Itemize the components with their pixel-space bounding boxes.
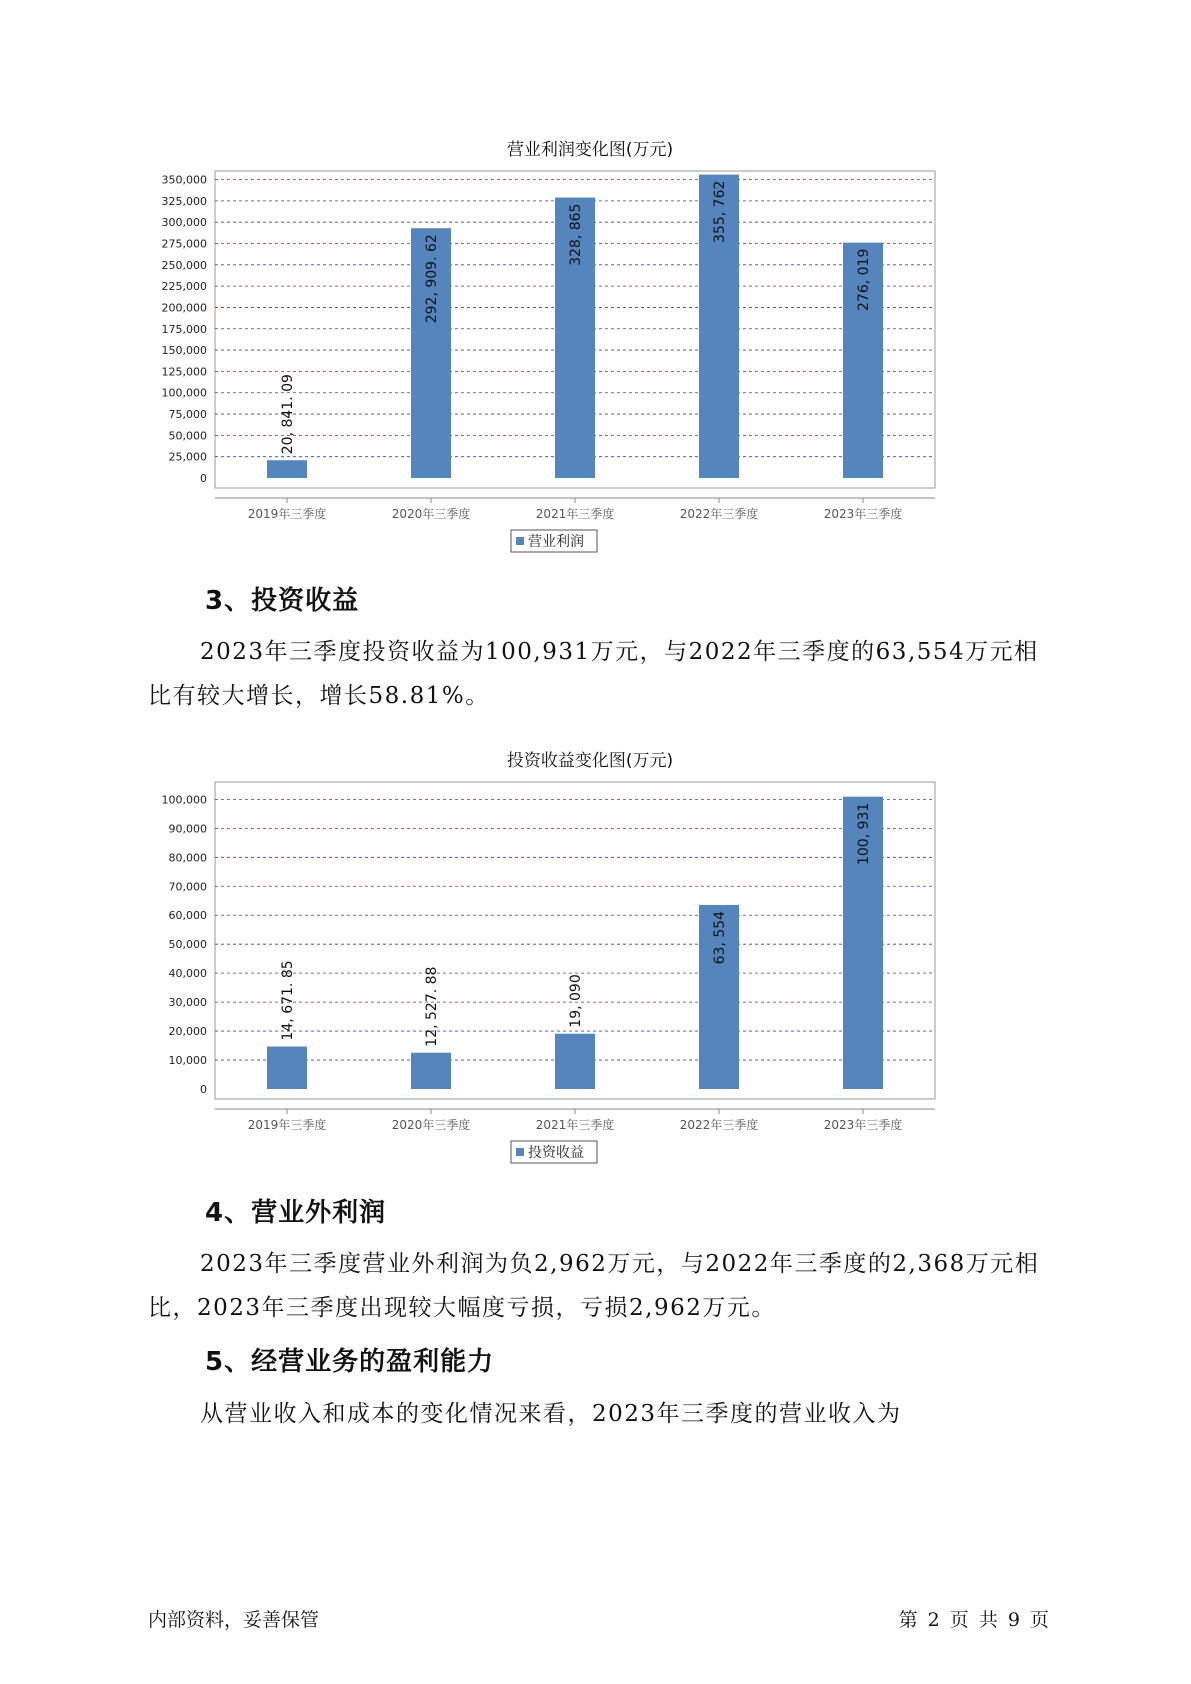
x-tick-label: 2020年三季度	[391, 1118, 471, 1132]
data-label: 355, 762	[712, 180, 728, 243]
y-tick-label: 300,000	[161, 216, 207, 230]
paragraph-non-operating-profit: 2023年三季度营业外利润为负2,962万元，与2022年三季度的2,368万元相比，2023年三季度出现较大幅度亏损，亏损2,962万元。	[148, 1251, 1040, 1321]
y-tick-label: 200,000	[161, 301, 207, 315]
data-label: 20, 841. 09	[280, 374, 296, 455]
data-label: 292, 909. 62	[424, 234, 440, 324]
y-tick-label: 100,000	[161, 793, 207, 807]
chart-title: 营业利润变化图(万元)	[506, 140, 674, 160]
investment-income-chart	[150, 746, 1030, 1166]
y-tick-label: 25,000	[168, 450, 207, 464]
y-tick-label: 275,000	[161, 237, 207, 251]
y-tick-label: 80,000	[168, 851, 207, 865]
bar	[411, 1053, 451, 1089]
bar	[267, 460, 307, 478]
x-tick-label: 2021年三季度	[535, 507, 615, 521]
data-label: 19, 090	[568, 974, 584, 1028]
y-tick-label: 125,000	[161, 365, 207, 379]
data-label: 14, 671. 85	[280, 960, 296, 1041]
legend-label: 营业利润	[528, 534, 584, 550]
bar	[267, 1047, 307, 1089]
section-heading-profitability: 5、经营业务的盈利能力	[205, 1347, 495, 1377]
x-tick-label: 2020年三季度	[391, 507, 471, 521]
x-tick-label: 2019年三季度	[247, 1118, 327, 1132]
y-tick-label: 30,000	[168, 996, 207, 1010]
y-tick-label: 350,000	[161, 173, 207, 187]
legend-swatch	[516, 537, 524, 545]
x-tick-label: 2022年三季度	[679, 507, 759, 521]
operating-profit-chart	[150, 135, 1030, 555]
footer-page-number: 第 2 页 共 9 页	[898, 1609, 1051, 1631]
y-tick-label: 75,000	[168, 408, 207, 422]
y-tick-label: 40,000	[168, 967, 207, 981]
y-tick-label: 100,000	[161, 386, 207, 400]
y-tick-label: 225,000	[161, 280, 207, 294]
y-tick-label: 0	[200, 1083, 207, 1096]
y-tick-label: 90,000	[168, 822, 207, 836]
y-tick-label: 325,000	[161, 194, 207, 208]
legend-swatch	[516, 1148, 524, 1156]
y-tick-label: 50,000	[168, 429, 207, 443]
legend-label: 投资收益	[528, 1145, 584, 1161]
paragraph-profitability: 从营业收入和成本的变化情况来看，2023年三季度的营业收入为	[200, 1401, 902, 1427]
footer-confidential-note: 内部资料，妥善保管	[148, 1609, 320, 1631]
x-tick-label: 2023年三季度	[823, 507, 903, 521]
data-label: 328, 865	[568, 203, 584, 266]
y-tick-label: 150,000	[161, 344, 207, 358]
data-label: 276, 019	[856, 248, 872, 311]
chart-svg	[150, 774, 1030, 1174]
y-tick-label: 50,000	[168, 938, 207, 952]
chart-svg	[150, 163, 1030, 563]
data-label: 100, 931	[856, 802, 872, 866]
y-tick-label: 0	[200, 472, 207, 485]
y-tick-label: 250,000	[161, 258, 207, 272]
x-tick-label: 2022年三季度	[679, 1118, 759, 1132]
y-tick-label: 20,000	[168, 1025, 207, 1039]
y-tick-label: 70,000	[168, 880, 207, 894]
y-tick-label: 60,000	[168, 909, 207, 923]
y-tick-label: 175,000	[161, 322, 207, 336]
section-heading-non-operating-profit: 4、营业外利润	[205, 1198, 387, 1228]
y-tick-label: 10,000	[168, 1054, 207, 1068]
x-tick-label: 2021年三季度	[535, 1118, 615, 1132]
bar	[555, 1034, 595, 1089]
x-tick-label: 2019年三季度	[247, 507, 327, 521]
chart-title: 投资收益变化图(万元)	[506, 751, 674, 771]
paragraph-investment-income: 2023年三季度投资收益为100,931万元，与2022年三季度的63,554万元相比有较大增长，增长58.81%。	[148, 639, 1039, 709]
section-heading-investment-income: 3、投资收益	[205, 586, 360, 616]
x-tick-label: 2023年三季度	[823, 1118, 903, 1132]
data-label: 12, 527. 88	[424, 966, 440, 1047]
data-label: 63, 554	[712, 910, 728, 965]
